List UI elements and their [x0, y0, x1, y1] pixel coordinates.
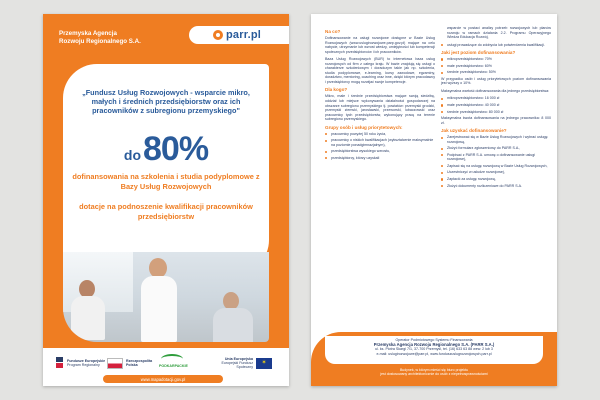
paragraph-max-per-employee: Maksymalna kwota dofinansowania na jednego pracownika: 8 000 zł.	[441, 116, 551, 125]
back-footer	[311, 332, 557, 386]
paragraph-what: Dofinansowanie na usługi rozwojowe dostępne w Bazie Usług Rozwojowych (www.uslugirozwojowe.parp.gov.pl) mające na celu nabycie, utrzymanie lub wzrost wiedzy, umiejętności lub kompetencji społecznych przedsiębiorców i ich pracowników.	[325, 36, 435, 54]
parr-logo	[189, 26, 289, 44]
flyer-back	[311, 14, 557, 386]
fundusze-europejskie-icon	[55, 357, 64, 369]
list-item: małe przedsiębiorstwo: 60%	[441, 64, 551, 69]
headline-panel	[63, 64, 269, 274]
parr-logo-text: parr.pl	[226, 29, 262, 41]
agency-name	[59, 30, 189, 46]
poland-flag-icon	[107, 358, 123, 369]
unia-europejska-logo	[209, 354, 275, 372]
agency-name-line1: Przemyska Agencja	[59, 30, 117, 37]
fundusze-europejskie-logo	[55, 354, 105, 372]
operator-address: ul. ks. Piotra Skargi 7/1, 37-700 Przemyśl, tel. (16) 633 63 88 wew. 2 lub 3	[375, 347, 493, 352]
list-item: usługi prowadzące do zdobycia lub potwierdzenia kwalifikacji.	[441, 43, 551, 48]
paragraph-max-value: Maksymalna wartość dofinansowania dla jednego przedsiębiorstwa:	[441, 88, 550, 93]
podkarpackie-logo	[159, 354, 188, 372]
logo-sublabel: Program Regionalny	[67, 363, 100, 367]
list-item: Podpisać z PARR S.A. umowę o dofinansowanie usługi rozwojowej,	[441, 153, 551, 162]
list-item: przedsiębiorcy, którzy uzyskali	[325, 156, 435, 161]
logo-sublabel: Europejski Fundusz Społeczny	[221, 360, 253, 370]
list-item: pracownicy o niskich kwalifikacjach (wykształcenie maksymalnie na poziomie ponadgimnazjalnym),	[325, 138, 435, 147]
back-right-column	[441, 26, 551, 190]
paragraph-bur: Baza Usług Rozwojowych (BUR) to internetowa baza usług rozwojowych od firm z całego kraju. W bazie znajdują się usługi o charakterze szkoleniowym i doradczym takie jak np. szkolenia, studia podyplomowe, e-learning, kursy zawodowe, egzaminy, doradztwo, mentoring, coaching oraz inne, dzięki którym pracodawcy i przedsiębiorcy mogą rozwijać swoje kompetencje.	[325, 57, 435, 84]
question-funding-level: Jaki jest poziom dofinansowania?	[441, 50, 516, 56]
list-item: Zapłacić za usługę rozwojową,	[441, 177, 551, 182]
accessibility-note-line2: jest dostosowany architektonicznie do osób z niepełnosprawnościami	[380, 372, 488, 377]
list-item: małe przedsiębiorstwo: 40 000 zł	[441, 103, 551, 108]
question-what: Na co?	[325, 29, 341, 34]
question-for-whom: Dla kogo?	[325, 87, 348, 93]
percent-value: 80%	[143, 130, 209, 168]
operator-box	[325, 336, 543, 364]
parr-logo-icon	[213, 30, 223, 40]
accessibility-note-line1: Budynek, w którym mieści się biuro projektu	[399, 368, 469, 372]
podkarpackie-icon	[161, 354, 183, 364]
paragraph-intro: wsparcie w postaci analizy potrzeb rozwojowych lub planów rozwoju w ramach działania 2.2. Programu Operacyjnego Wiedza Edukacja Rozwój,	[447, 26, 551, 40]
paragraph-priority-bonus: W przypadku osób i usług priorytetowych poziom dofinansowania jest wyższy o 10%.	[441, 76, 551, 86]
logo-label: Unia Europejska	[224, 356, 253, 361]
logo-label: Rzeczpospolita Polska	[126, 358, 153, 367]
operator-email[interactable]: e-mail: uslugirozwojowe@parr.pl, www.funduszuslugrozwojowych.parr.pl	[376, 351, 492, 356]
flyer-front	[43, 14, 289, 386]
list-item: mikroprzedsiębiorstwo: 70%	[441, 57, 551, 62]
fund-title: „Fundusz Usług Rozwojowych - wsparcie mikro, małych i średnich przedsiębiorstw oraz ich pracowników z subregionu przemyskiego"	[82, 88, 250, 115]
list-item: Zarejestrować się w Bazie Usług Rozwojowych i wybrać usługę rozwojową,	[441, 135, 551, 144]
rzeczpospolita-logo	[107, 354, 158, 372]
mapadotacji-url[interactable]: www.mapadotacji.gov.pl	[103, 375, 223, 383]
operator-label: Operator Podmiotowego Systemu Finansowania	[395, 338, 473, 342]
operator-name: Przemyska Agencja Rozwoju Regionalnego S.A. (PARR S.A.)	[373, 341, 495, 347]
funding-text: dofinansowania na szkolenia i studia podyplomowe z Bazy Usług Rozwojowych	[72, 172, 260, 191]
list-item: Złożyć dokumenty rozliczeniowe do PARR S.A.	[441, 184, 551, 189]
list-item: Złożyć formularz zgłoszeniowy do PARR S.A.,	[441, 146, 551, 151]
list-item: średnie przedsiębiorstwo: 50%	[441, 70, 551, 75]
list-item: mikroprzedsiębiorstwo: 16 000 zł	[441, 96, 551, 101]
front-footer	[43, 348, 289, 386]
list-item: Uczestniczyć w usłudze rozwojowej,	[441, 170, 551, 175]
accessibility-note	[331, 368, 537, 377]
question-how-to-apply: Jak uzyskać dofinansowanie?	[441, 128, 507, 134]
logo-label: Fundusze Europejskie	[67, 358, 106, 363]
agency-name-line2: Rozwoju Regionalnego S.A.	[59, 38, 141, 45]
subsidy-text: dotacje na podnoszenie kwalifikacji pracowników przedsiębiorstw	[79, 202, 253, 221]
percent-headline	[63, 130, 269, 169]
list-item: Zapisać się na usługę rozwojową w Bazie Usług Rozwojowych,	[441, 164, 551, 169]
list-item: pracownicy powyżej 50 roku życia,	[325, 132, 435, 137]
list-item: przedsiębiorstwa wysokiego wzrostu,	[325, 149, 435, 154]
list-item: średnie przedsiębiorstwo: 80 000 zł	[441, 110, 551, 115]
back-left-column	[325, 26, 435, 162]
business-meeting-photo	[63, 252, 269, 342]
percent-prefix: do	[123, 147, 142, 163]
eu-flag-icon: ✶	[256, 358, 272, 369]
paragraph-for-whom: Mikro, małe i średnie przedsiębiorstwa mające swoją siedzibę, oddział lub miejsce wykonywania działalności gospodarczej na obszarze subregionu przemyskiego tj. powiatów: przemyski grodzki, przemyski ziemski, jarosławski, przeworski, lubaczowski oraz pracownicy tych przedsiębiorstw, wykonujący pracę na terenie subregionu przemyskiego.	[325, 94, 435, 122]
question-priority-groups: Grupy osób i usług priorytetowych:	[325, 124, 403, 130]
logo-label: PODKARPACKIE	[159, 364, 188, 368]
